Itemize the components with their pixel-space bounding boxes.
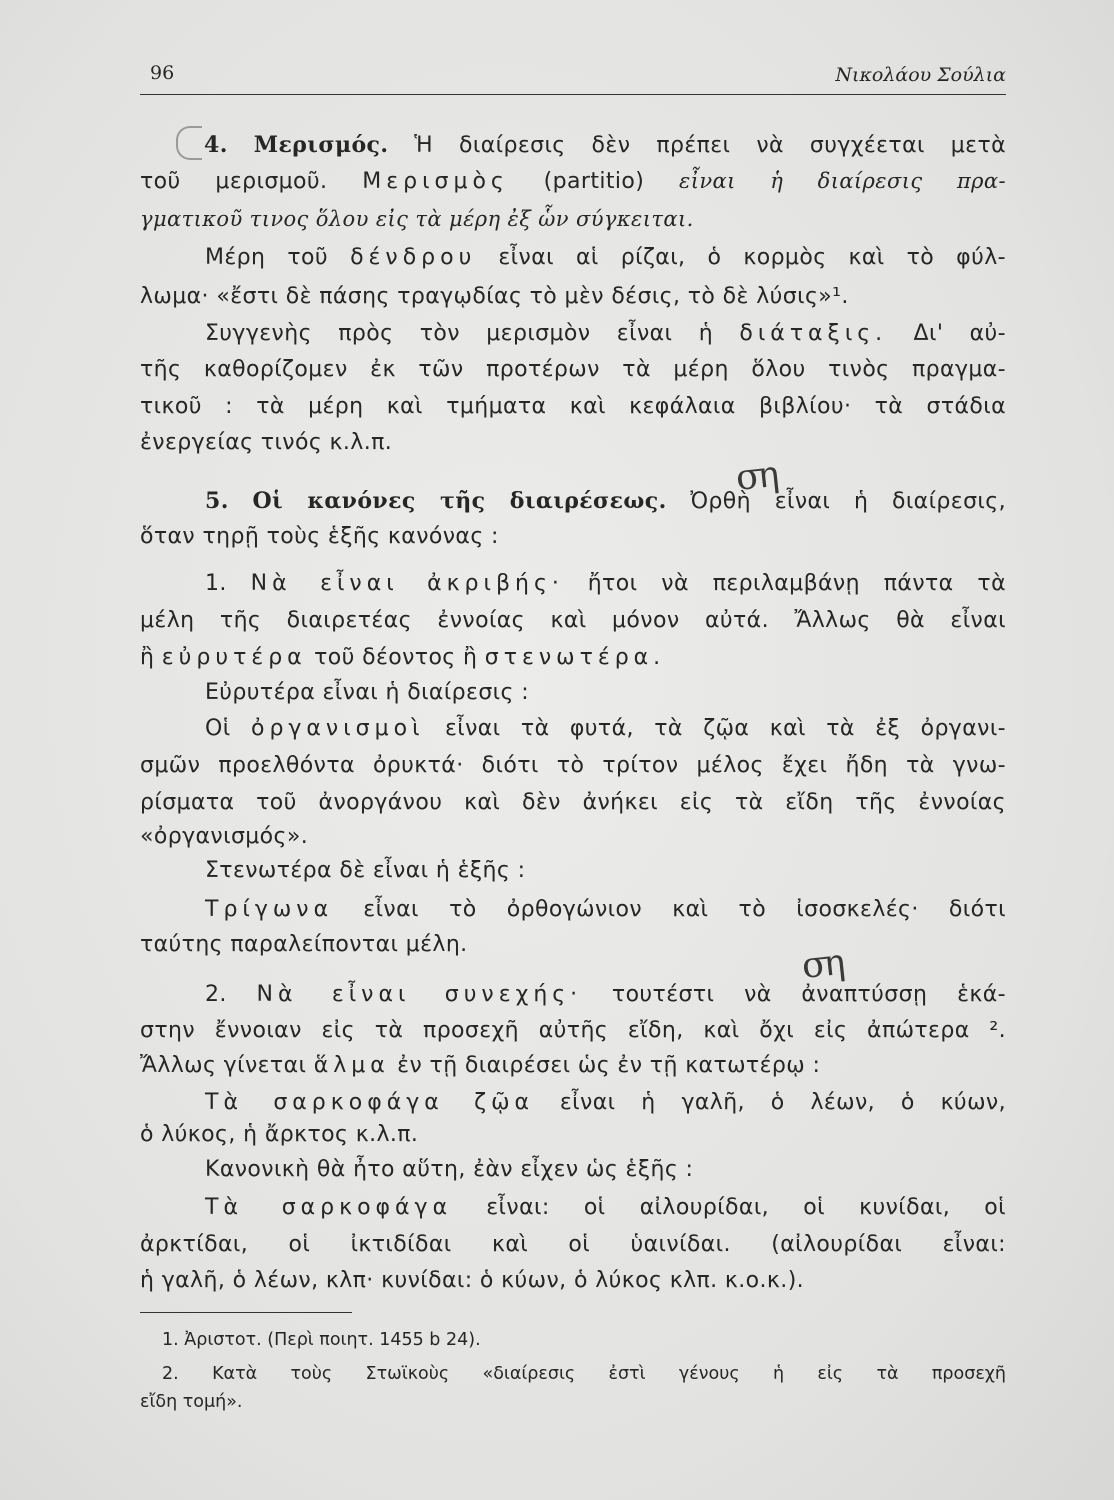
text: εἶναι ἡ γαλῆ, ὁ λέων, ὁ κύων, xyxy=(559,1090,1006,1115)
term-stenotera: στενωτέρα. xyxy=(484,645,666,670)
rule-2-line-1 xyxy=(205,980,1006,1010)
page-header xyxy=(140,60,1006,95)
example-2-line-2: ταύτης παραλείπονται μέλη. xyxy=(140,932,468,957)
narrower-heading: Στενωτέρα δὲ εἶναι ἡ ἑξῆς : xyxy=(205,858,526,883)
running-head: Νικολάου Σούλια xyxy=(835,64,1006,86)
text: ἐν τῇ διαιρέσει ὡς ἐν τῇ κατωτέρῳ : xyxy=(397,1053,821,1078)
sec4-line-2 xyxy=(140,166,1006,197)
example-1-line-1 xyxy=(205,714,1006,744)
example-4-line-2: ἀρκτίδαι, οἱ ἰκτιδίδαι καὶ οἱ ὑαινίδαι. (αἰλουρίδαι εἶναι: xyxy=(140,1232,1006,1257)
example-2-line-1 xyxy=(205,895,1006,925)
rule-1-line-1 xyxy=(205,569,1006,599)
example-1-line-4: «ὀργανισμός». xyxy=(140,824,309,849)
footnote-2-continued: εἴδη τομή». xyxy=(140,1392,243,1412)
term-akrivis: Νὰ εἶναι ἀκριβής· xyxy=(250,571,564,596)
sec4-line-5: λωμα· «ἔστι δὲ πάσης τραγῳδίας τὸ μὲν δέσις, τὸ δὲ λύσις»¹. xyxy=(140,284,849,309)
text: ἤτοι νὰ περιλαμβάνῃ πάντα τὰ xyxy=(587,571,1006,596)
rule-1-line-3 xyxy=(140,643,1006,673)
footnote-1: 1. Ἀριστοτ. (Περὶ ποιητ. 1455 b 24). xyxy=(162,1330,481,1350)
example-4-line-1 xyxy=(205,1193,1006,1223)
term-dendrou: δένδρου xyxy=(350,245,477,270)
text: Ἡ διαίρεσις δὲν πρέπει νὰ συγχέεται μετὰ xyxy=(388,133,1006,158)
sec4-line-4 xyxy=(205,243,1006,273)
footnote-2: 2. Κατὰ τοὺς Στωϊκοὺς «διαίρεσις ἐστὶ γένους ἡ εἰς τὰ προσεχῆ xyxy=(162,1364,1006,1384)
section-5-number: 5. xyxy=(205,488,229,514)
text: Ἄλλως γίνεται xyxy=(140,1053,307,1078)
example-4-line-3: ἡ γαλῆ, ὁ λέων, κλπ· κυνίδαι: ὁ κύων, ὁ λύκος κλπ. κ.ο.κ.). xyxy=(140,1268,805,1293)
sec4-line-7: τῆς καθορίζομεν ἐκ τῶν προτέρων τὰ μέρη ὅλου τινὸς πραγμα- xyxy=(140,357,1006,382)
sec5-line-1 xyxy=(205,486,1006,517)
rule-2-line-2: στην ἔννοιαν εἰς τὰ προσεχῆ αὐτῆς εἴδη, καὶ ὄχι εἰς ἀπώτερα ². xyxy=(140,1018,1006,1043)
wider-heading: Εὐρυτέρα εἶναι ἡ διαίρεσις : xyxy=(205,680,530,705)
rule-number: 2. xyxy=(205,982,227,1007)
rule-2-line-3 xyxy=(140,1051,1006,1081)
term-synechis: Νὰ εἶναι συνεχής· xyxy=(256,982,583,1007)
canonical-heading: Κανονικὴ θὰ ἦτο αὕτη, ἐὰν εἶχεν ὡς ἑξῆς : xyxy=(205,1157,694,1182)
example-3-line-1 xyxy=(205,1088,1006,1118)
text: ἢ xyxy=(140,645,155,670)
term-evrytera: εὐρυτέρα xyxy=(161,645,307,670)
term-diataxis: διάταξις. xyxy=(739,321,888,346)
term-alma: ἅλμα xyxy=(313,1053,390,1078)
sec4-line-1 xyxy=(140,130,1006,161)
definition-text: εἶναι ἡ διαίρεσις πρα- xyxy=(679,169,1006,193)
text: Μέρη τοῦ xyxy=(205,245,329,270)
term-sarkofaga: Τὰ σαρκοφάγα xyxy=(205,1195,453,1220)
term-organismoi: ὀργανισμοὶ xyxy=(250,716,425,741)
term-merismos: Μερισμὸς xyxy=(362,169,509,194)
rule-1-line-2: μέλη τῆς διαιρετέας ἐννοίας καὶ μόνον αὐτά. Ἄλλως θὰ εἶναι xyxy=(140,608,1006,633)
example-1-line-2: σμῶν προελθόντα ὀρυκτά· διότι τὸ τρίτον μέλος ἔχει ἤδη τὰ γνω- xyxy=(140,753,1006,778)
section-4-title: Μερισμός. xyxy=(253,132,389,158)
text: εἶναι: οἱ αἰλουρίδαι, οἱ κυνίδαι, οἱ xyxy=(486,1195,1006,1220)
sec4-line-8: τικοῦ : τὰ μέρη καὶ τμήματα καὶ κεφάλαια βιβλίου· τὰ στάδια xyxy=(140,394,1006,419)
text: Δι' αὐ- xyxy=(913,321,1006,346)
text: τουτέστι νὰ ἀναπτύσσῃ ἑκά- xyxy=(611,982,1006,1007)
latin-term: (partitio) xyxy=(543,169,645,194)
text: εἶναι αἱ ρίζαι, ὁ κορμὸς καὶ τὸ φύλ- xyxy=(498,245,1006,270)
rule-number: 1. xyxy=(205,571,227,596)
example-3-line-2: ὁ λύκος, ἡ ἄρκτος κ.λ.π. xyxy=(140,1122,419,1147)
text: Ὀρθὴ εἶναι ἡ διαίρεσις, xyxy=(690,489,1006,514)
section-5-title: Οἱ κανόνες τῆς διαιρέσεως. xyxy=(252,488,667,514)
text: εἶναι τὰ φυτά, τὰ ζῷα καὶ τὰ ἐξ ὀργανι- xyxy=(444,716,1006,741)
text: Συγγενὴς πρὸς τὸν μερισμὸν εἶναι ἡ xyxy=(205,321,714,346)
term-sarkofaga-zoa: Τὰ σαρκοφάγα ζῷα xyxy=(205,1090,535,1115)
handwritten-annotation-2: ση xyxy=(799,942,845,987)
text: εἶναι τὸ ὀρθογώνιον καὶ τὸ ἰσοσκελές· διότι xyxy=(363,897,1006,922)
sec4-line-6 xyxy=(205,319,1006,349)
footnote-rule xyxy=(140,1312,352,1313)
text: τοῦ μερισμοῦ. xyxy=(140,169,328,194)
sec4-line-9: ἐνεργείας τινός κ.λ.π. xyxy=(140,430,393,455)
sec4-line-3: γματικοῦ τινος ὅλου εἰς τὰ μέρη ἐξ ὧν σύγκειται. xyxy=(140,207,694,231)
sec5-line-2: ὅταν τηρῇ τοὺς ἑξῆς κανόνας : xyxy=(140,524,499,549)
section-4-number: 4. xyxy=(204,132,228,158)
term-trigona: Τρίγωνα xyxy=(205,897,334,922)
page-number: 96 xyxy=(150,62,175,84)
text: τοῦ δέοντος ἢ xyxy=(314,645,478,670)
text: Οἱ xyxy=(205,716,231,741)
example-1-line-3: ρίσματα τοῦ ἀνοργάνου καὶ δὲν ἀνήκει εἰς τὰ εἴδη τῆς ἐννοίας xyxy=(140,790,1006,815)
handwritten-annotation-1: ση xyxy=(733,454,779,499)
